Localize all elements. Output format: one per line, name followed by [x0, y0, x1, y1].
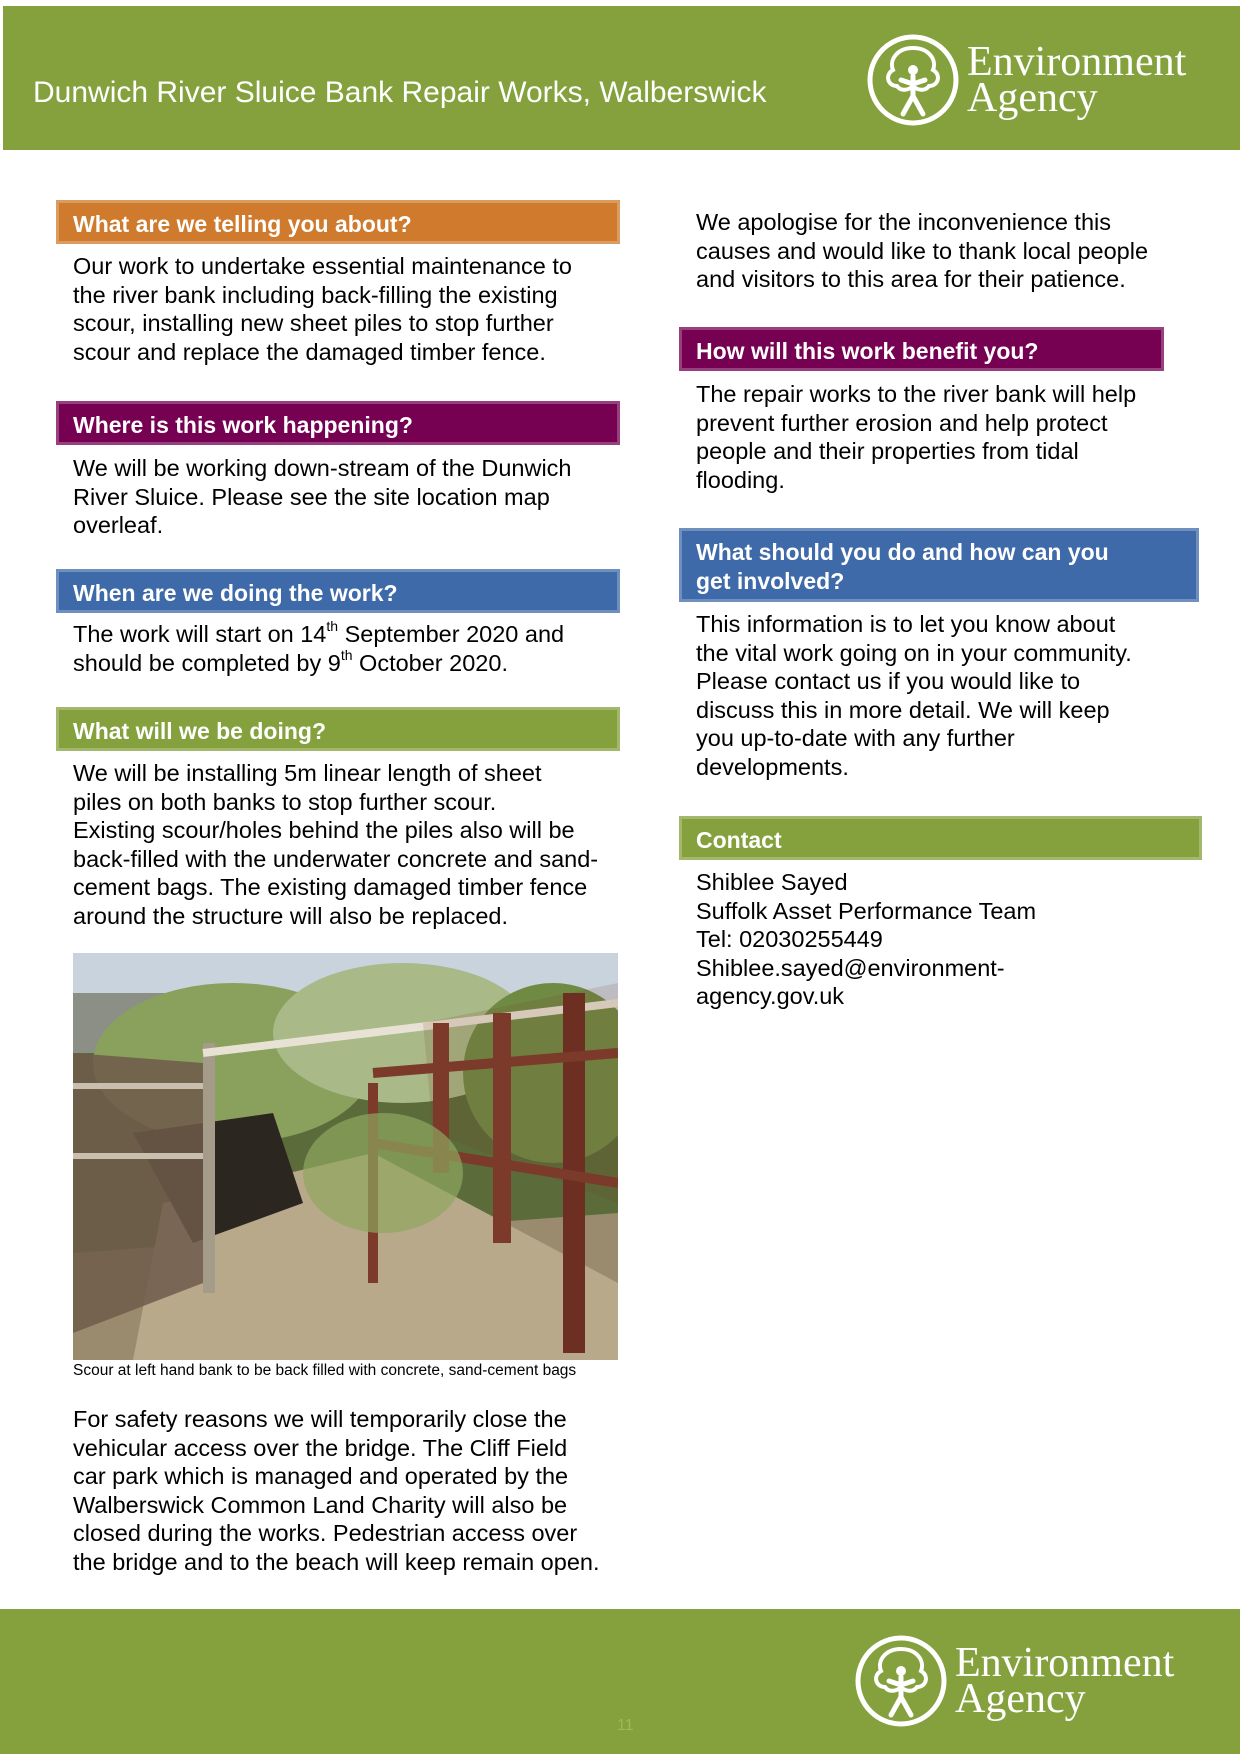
tree-figure-icon: [867, 34, 959, 126]
contact-name: Shiblee Sayed: [696, 869, 848, 895]
section-body-telling: Our work to undertake essential maintenance to the river bank including back-filling the existing scour, installing new sheet piles to stop further scour and replace the damaged timber fence.: [73, 253, 572, 365]
section-heading-involved: What should you do and how can you get involved?: [679, 528, 1199, 602]
section-heading-where: Where is this work happening?: [56, 401, 620, 445]
contact-team: Suffolk Asset Performance Team: [696, 897, 1037, 924]
section-body-where: We will be working down-stream of the Dunwich River Sluice. Please see the site location map overleaf.: [73, 455, 572, 539]
section-heading-telling: What are we telling you about?: [56, 200, 620, 244]
section-body-apology: We apologise for the inconvenience this causes and would like to thank local people and visitors to this area for their patience.: [696, 209, 1149, 293]
section-heading-contact: Contact: [679, 816, 1202, 860]
contact-email[interactable]: Shiblee.sayed@environment- agency.gov.uk: [696, 954, 1005, 1010]
section-heading-doing: What will we be doing?: [56, 707, 620, 751]
section-heading-benefit: How will this work benefit you?: [679, 327, 1164, 371]
section-body-doing: We will be installing 5m linear length of sheet piles on both banks to stop further scour. Existing scour/holes behind the piles also will be back-filled with the underwater concrete and sand- cement bags. The existing damaged timber fence around the structure will also be replaced.: [73, 760, 599, 929]
photo-caption: Scour at left hand bank to be back filled with concrete, sand-cement bags: [73, 1362, 577, 1379]
page-number: 11: [617, 1717, 634, 1734]
section-body-benefit: The repair works to the river bank will help prevent further erosion and help protect people and their properties from tidal flooding.: [696, 381, 1137, 493]
header-logo: [867, 34, 1186, 126]
site-photo: [73, 953, 618, 1360]
section-body-involved: This information is to let you know about the vital work going on in your community. Please contact us if you would like to discuss this in more detail. We will keep you up-to-date with any further developments.: [696, 611, 1132, 780]
section-body-safety: For safety reasons we will temporarily close the vehicular access over the bridge. The Cliff Field car park which is managed and operated by the Walberswick Common Land Charity will also be closed during the works. Pedestrian access over the bridge and to the beach will keep remain open.: [73, 1406, 600, 1575]
logo-wordmark: Environment Agency: [955, 1640, 1175, 1722]
footer-logo: [855, 1635, 1174, 1727]
tree-figure-icon: [855, 1635, 947, 1727]
contact-details: [696, 868, 1036, 1011]
page-title: Dunwich River Sluice Bank Repair Works, Walberswick: [33, 76, 767, 109]
section-body-when: The work will start on 14th September 2020 and should be completed by 9th October 2020.: [73, 618, 565, 676]
footer-banner: [0, 1609, 1240, 1754]
contact-phone: Tel: 02030255449: [696, 926, 883, 953]
header-banner: [3, 6, 1240, 150]
section-heading-when: When are we doing the work?: [56, 569, 620, 613]
logo-wordmark: Environment Agency: [967, 39, 1187, 121]
